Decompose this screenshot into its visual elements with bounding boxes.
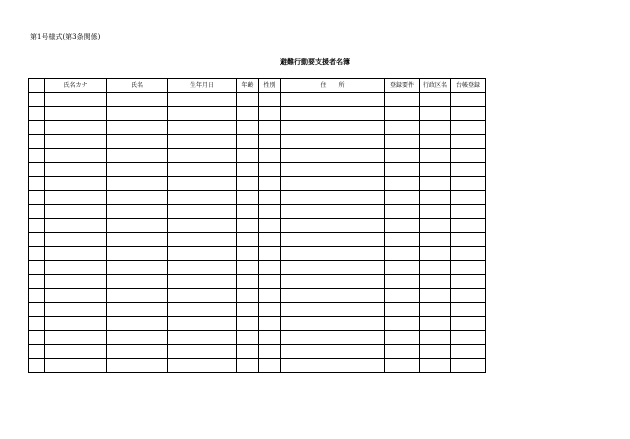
table-cell: [168, 93, 237, 107]
table-cell: [281, 317, 385, 331]
table-cell: [237, 289, 259, 303]
table-row: [29, 121, 486, 135]
table-cell: [45, 275, 107, 289]
table-cell: [420, 233, 451, 247]
table-cell: [168, 219, 237, 233]
table-row: [29, 289, 486, 303]
table-cell: [168, 135, 237, 149]
table-cell: [237, 219, 259, 233]
table-cell: [45, 331, 107, 345]
table-cell: [451, 149, 486, 163]
table-cell: [45, 149, 107, 163]
table-cell: [451, 205, 486, 219]
table-cell: [281, 289, 385, 303]
table-row: [29, 303, 486, 317]
table-cell: [281, 149, 385, 163]
table-row: [29, 149, 486, 163]
table-cell: [385, 317, 420, 331]
table-cell: [385, 149, 420, 163]
table-cell: [45, 261, 107, 275]
table-cell: [385, 275, 420, 289]
table-cell: [259, 205, 281, 219]
table-cell: [29, 219, 45, 233]
table-row: [29, 93, 486, 107]
table-cell: [107, 93, 168, 107]
table-cell: [420, 177, 451, 191]
table-cell: [385, 191, 420, 205]
table-cell: [451, 247, 486, 261]
table-cell: [45, 191, 107, 205]
table-cell: [420, 275, 451, 289]
table-cell: [107, 219, 168, 233]
table-cell: [259, 233, 281, 247]
table-cell: [259, 107, 281, 121]
table-cell: [45, 163, 107, 177]
table-cell: [385, 261, 420, 275]
table-cell: [385, 121, 420, 135]
table-cell: [237, 359, 259, 373]
table-row: [29, 107, 486, 121]
table-cell: [385, 107, 420, 121]
table-cell: [237, 107, 259, 121]
header-name: 氏名: [107, 79, 168, 93]
table-cell: [168, 247, 237, 261]
table-cell: [29, 359, 45, 373]
table-cell: [385, 135, 420, 149]
table-cell: [451, 107, 486, 121]
table-cell: [29, 289, 45, 303]
table-cell: [107, 163, 168, 177]
table-cell: [237, 205, 259, 219]
table-cell: [107, 205, 168, 219]
table-cell: [259, 177, 281, 191]
table-cell: [107, 149, 168, 163]
table-cell: [451, 121, 486, 135]
table-cell: [168, 149, 237, 163]
table-cell: [451, 177, 486, 191]
table-cell: [168, 107, 237, 121]
table-cell: [237, 317, 259, 331]
table-cell: [259, 275, 281, 289]
header-name-kana: 氏名カナ: [45, 79, 107, 93]
table-cell: [451, 233, 486, 247]
table-cell: [385, 331, 420, 345]
table-cell: [29, 345, 45, 359]
table-cell: [420, 331, 451, 345]
table-cell: [420, 247, 451, 261]
table-cell: [168, 303, 237, 317]
table-cell: [420, 93, 451, 107]
table-cell: [451, 261, 486, 275]
table-cell: [29, 261, 45, 275]
table-body: [29, 93, 486, 373]
header-ledger-registration: 台帳登録: [451, 79, 486, 93]
table-cell: [29, 149, 45, 163]
table-cell: [420, 261, 451, 275]
table-cell: [451, 317, 486, 331]
table-cell: [385, 345, 420, 359]
table-row: [29, 219, 486, 233]
table-cell: [107, 121, 168, 135]
table-cell: [45, 317, 107, 331]
table-cell: [385, 359, 420, 373]
table-cell: [281, 247, 385, 261]
table-cell: [385, 219, 420, 233]
table-cell: [107, 359, 168, 373]
table-cell: [45, 303, 107, 317]
table-cell: [168, 163, 237, 177]
table-row: [29, 247, 486, 261]
table-cell: [281, 359, 385, 373]
header-birth-date: 生年月日: [168, 79, 237, 93]
table-cell: [281, 261, 385, 275]
table-cell: [45, 121, 107, 135]
table-cell: [259, 121, 281, 135]
table-cell: [237, 345, 259, 359]
table-cell: [420, 317, 451, 331]
table-cell: [168, 359, 237, 373]
table-cell: [107, 247, 168, 261]
table-cell: [107, 275, 168, 289]
table-cell: [451, 275, 486, 289]
table-cell: [107, 289, 168, 303]
table-cell: [45, 135, 107, 149]
table-cell: [29, 247, 45, 261]
header-row-number: [29, 79, 45, 93]
table-cell: [237, 121, 259, 135]
table-cell: [420, 345, 451, 359]
table-cell: [29, 163, 45, 177]
table-cell: [281, 205, 385, 219]
table-cell: [29, 331, 45, 345]
table-cell: [107, 233, 168, 247]
table-cell: [168, 233, 237, 247]
table-cell: [107, 331, 168, 345]
table-cell: [281, 275, 385, 289]
table-cell: [385, 233, 420, 247]
table-row: [29, 261, 486, 275]
header-age: 年齢: [237, 79, 259, 93]
table-cell: [45, 205, 107, 219]
table-cell: [420, 191, 451, 205]
table-cell: [168, 261, 237, 275]
table-cell: [420, 219, 451, 233]
table-cell: [168, 331, 237, 345]
table-row: [29, 317, 486, 331]
table-cell: [168, 317, 237, 331]
table-cell: [281, 219, 385, 233]
table-cell: [420, 121, 451, 135]
table-cell: [168, 191, 237, 205]
table-cell: [45, 107, 107, 121]
table-cell: [237, 331, 259, 345]
table-cell: [107, 191, 168, 205]
table-cell: [281, 331, 385, 345]
table-cell: [420, 163, 451, 177]
table-cell: [168, 205, 237, 219]
table-header-row: [29, 79, 486, 93]
table-cell: [259, 219, 281, 233]
table-cell: [29, 275, 45, 289]
table-cell: [237, 191, 259, 205]
table-cell: [107, 177, 168, 191]
header-address: 住 所: [281, 79, 385, 93]
table-cell: [259, 289, 281, 303]
table-cell: [29, 121, 45, 135]
table-row: [29, 205, 486, 219]
table-cell: [281, 135, 385, 149]
table-cell: [29, 135, 45, 149]
table-cell: [259, 345, 281, 359]
table-cell: [281, 121, 385, 135]
table-cell: [168, 289, 237, 303]
table-cell: [237, 177, 259, 191]
table-row: [29, 233, 486, 247]
table-cell: [29, 205, 45, 219]
table-cell: [259, 261, 281, 275]
table-cell: [451, 359, 486, 373]
table-row: [29, 191, 486, 205]
table-cell: [168, 121, 237, 135]
table-cell: [29, 177, 45, 191]
table-cell: [420, 289, 451, 303]
table-cell: [45, 345, 107, 359]
table-cell: [451, 191, 486, 205]
table-cell: [281, 191, 385, 205]
table-cell: [107, 345, 168, 359]
table-cell: [29, 107, 45, 121]
table-row: [29, 331, 486, 345]
table-cell: [451, 135, 486, 149]
table-cell: [29, 233, 45, 247]
table-cell: [107, 303, 168, 317]
table-cell: [29, 317, 45, 331]
table-cell: [259, 317, 281, 331]
table-cell: [237, 93, 259, 107]
table-cell: [237, 247, 259, 261]
table-cell: [420, 303, 451, 317]
table-cell: [29, 303, 45, 317]
table-row: [29, 163, 486, 177]
table-cell: [451, 303, 486, 317]
header-sex: 性別: [259, 79, 281, 93]
table-row: [29, 275, 486, 289]
table-cell: [259, 149, 281, 163]
table-cell: [451, 219, 486, 233]
table-cell: [168, 275, 237, 289]
table-cell: [107, 107, 168, 121]
table-cell: [237, 135, 259, 149]
table-cell: [107, 135, 168, 149]
table-row: [29, 359, 486, 373]
table-cell: [168, 177, 237, 191]
form-number-label: 第1号様式(第3条関係): [30, 33, 101, 41]
document-title: 避難行動要支援者名簿: [280, 58, 350, 66]
table-cell: [45, 219, 107, 233]
table-cell: [451, 163, 486, 177]
table-row: [29, 345, 486, 359]
table-cell: [237, 149, 259, 163]
table-cell: [259, 247, 281, 261]
table-cell: [45, 93, 107, 107]
table-cell: [385, 163, 420, 177]
table-cell: [451, 93, 486, 107]
table-cell: [168, 345, 237, 359]
table-row: [29, 177, 486, 191]
table-cell: [420, 149, 451, 163]
table-cell: [385, 205, 420, 219]
table-cell: [259, 359, 281, 373]
table-cell: [45, 177, 107, 191]
table-cell: [107, 261, 168, 275]
table-cell: [451, 345, 486, 359]
table-cell: [420, 359, 451, 373]
table-cell: [45, 247, 107, 261]
table-cell: [237, 233, 259, 247]
table-cell: [281, 93, 385, 107]
table-cell: [281, 163, 385, 177]
table-cell: [259, 135, 281, 149]
table-cell: [420, 107, 451, 121]
table-cell: [259, 331, 281, 345]
table-cell: [29, 93, 45, 107]
table-row: [29, 135, 486, 149]
table-cell: [259, 163, 281, 177]
table-cell: [281, 303, 385, 317]
table-cell: [385, 247, 420, 261]
table-cell: [237, 163, 259, 177]
table-cell: [385, 303, 420, 317]
table-cell: [281, 107, 385, 121]
table-cell: [385, 93, 420, 107]
table-cell: [29, 191, 45, 205]
table-cell: [259, 93, 281, 107]
table-cell: [45, 359, 107, 373]
table-cell: [259, 303, 281, 317]
table-cell: [281, 233, 385, 247]
evacuation-support-roster-table: [28, 78, 486, 373]
table-cell: [420, 205, 451, 219]
table-cell: [45, 233, 107, 247]
table-cell: [237, 275, 259, 289]
table-cell: [107, 317, 168, 331]
table-cell: [451, 289, 486, 303]
table-cell: [420, 135, 451, 149]
table-cell: [259, 191, 281, 205]
table-cell: [237, 261, 259, 275]
table-cell: [385, 177, 420, 191]
table-cell: [281, 345, 385, 359]
header-district-name: 行政区名: [420, 79, 451, 93]
table-cell: [281, 177, 385, 191]
table-cell: [237, 303, 259, 317]
table-cell: [451, 331, 486, 345]
table-cell: [45, 289, 107, 303]
header-registration-requirement: 登録要件: [385, 79, 420, 93]
table-cell: [385, 289, 420, 303]
